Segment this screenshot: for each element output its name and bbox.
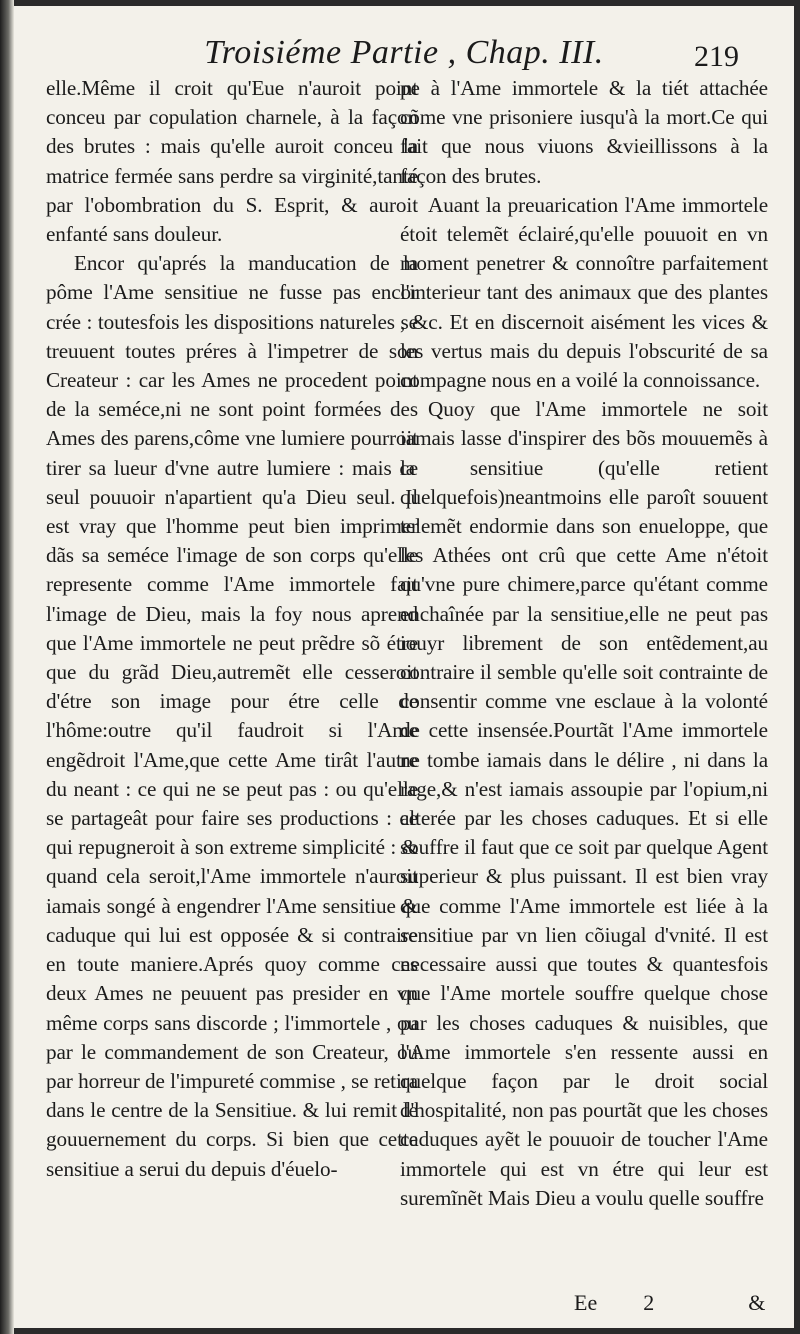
paragraph: elle.Même il croit qu'Eue n'auroit point conceu par copulation charnele, à la façon des brutes : mais qu'elle auroit conceu la matrice fermée sans perdre sa virginité,tanté par l'obombration du S. Esprit, & auroit enfanté sans douleur. (46, 76, 418, 247)
paragraph: Quoy que l'Ame immortele ne soit iamais lasse d'inspirer des bõs mouuemẽs à la sensitiue (qu'elle retient quelquefois)neantmoins elle paroît souuent telemẽt endormie dans son enueloppe, que les Athées ont crû que cette Ame n'étoit qu'vne pure chimere,parce qu'étant comme enchaînée par la sensitiue,elle ne peut pas iouyr librement de son entẽdement,au contraire il semble qu'elle soit contrainte de consentir comme vne esclaue à la volonté de cette insensée.Pourtãt l'Ame immortele ne tombe iamais dans le délire , ni dans la rage,& n'est iamais assoupie par l'opium,ni alterée par les choses caduques. Et si elle souffre il faut que ce soit par quelque Agent superieur & plus puissant. Il est bien vray que comme l'Ame immortele est liée à la sensitiue par vn lien cõiugal d'vnité. Il est necessaire aussi que toutes & quantesfois que l'Ame mortele souffre quelque chose par les choses caduques & nuisibles, que l'Ame immortele s'en ressente aussi en quelque façon par le droit social d'hospitalité, non pas pourtãt que les choses caduques ayẽt le pouuoir de toucher l'Ame immortele qui est vn étre qui leur est suremĩnẽt Mais Dieu a voulu quelle souffre (400, 397, 768, 1210)
catchword: & (748, 1290, 766, 1315)
paragraph: pe à l'Ame immortele & la tiét attachée cõme vne prisoniere iusqu'à la mort.Ce qui fait que nous viuons &vieillissons à la façon des brutes. (400, 76, 768, 188)
signature-number: 2 (643, 1290, 655, 1315)
signature-mark: Ee (574, 1290, 598, 1315)
paragraph: Encor qu'aprés la manducation de la pôme l'Ame sensitiue ne fusse pas encor crée : toutesfois les dispositions natureles se treuuent toutes préres à l'impetrer de son Createur : car les Ames ne procedent point de la seméce,ni ne sont point formées des Ames des parens,côme vne lumiere pourroit tirer sa lueur d'vne autre lumiere : mais ce seul pouuoir n'apartient qu'a Dieu seul. Il est vray que l'homme peut bien imprimer dãs sa seméce l'image de son corps qu'elle represente comme l'Ame immortele fait l'image de Dieu, mais la foy nous aprend que l'Ame immortele ne peut prẽdre sõ étre que du grãd Dieu,autremẽt elle cesseroit d'étre son image pour étre celle de l'hôme:outre qu'il faudroit si l'Ame engẽdroit l'Ame,que cette Ame tirât l'autre du neant : ce qui ne se peut pas : ou qu'elle se partageât pour faire ses productions : ce qui repugneroit à son extreme simplicité : & quand cela seroit,l'Ame immortele n'auroit iamais songé à engendrer l'Ame sensitiue & caduque qui lui est opposée & si contraire en toute maniere.Aprés quoy comme ces deux Ames ne peuuent pas presider en vn même corps sans discorde ; l'immortele , ou par le commandement de son Createur, ou par horreur de l'impureté commise , se retira dans le centre de la Sensitiue. & lui remit le gouuernement du corps. Si bien que cette sensitiue a serui du depuis d'éuelo- (46, 251, 418, 1181)
paragraph: Auant la preuarication l'Ame immortele étoit telemẽt éclairé,qu'elle pouuoit en vn moment penetrer & connoître parfaitement l'interieur tant des animaux que des plantes , &c. Et en discernoit aisément les vices & les vertus mais du depuis l'obscurité de sa compagne nous en a voilé la connoissance. (400, 192, 768, 393)
right-column (400, 74, 768, 1213)
book-page (14, 6, 794, 1328)
running-head: Troisiéme Partie , Chap. III. (204, 34, 604, 71)
page-header (14, 34, 794, 78)
left-column (46, 74, 418, 1184)
page-number: 219 (694, 40, 739, 73)
page-footer (574, 1290, 774, 1316)
page-gutter-shadow (0, 0, 14, 1334)
